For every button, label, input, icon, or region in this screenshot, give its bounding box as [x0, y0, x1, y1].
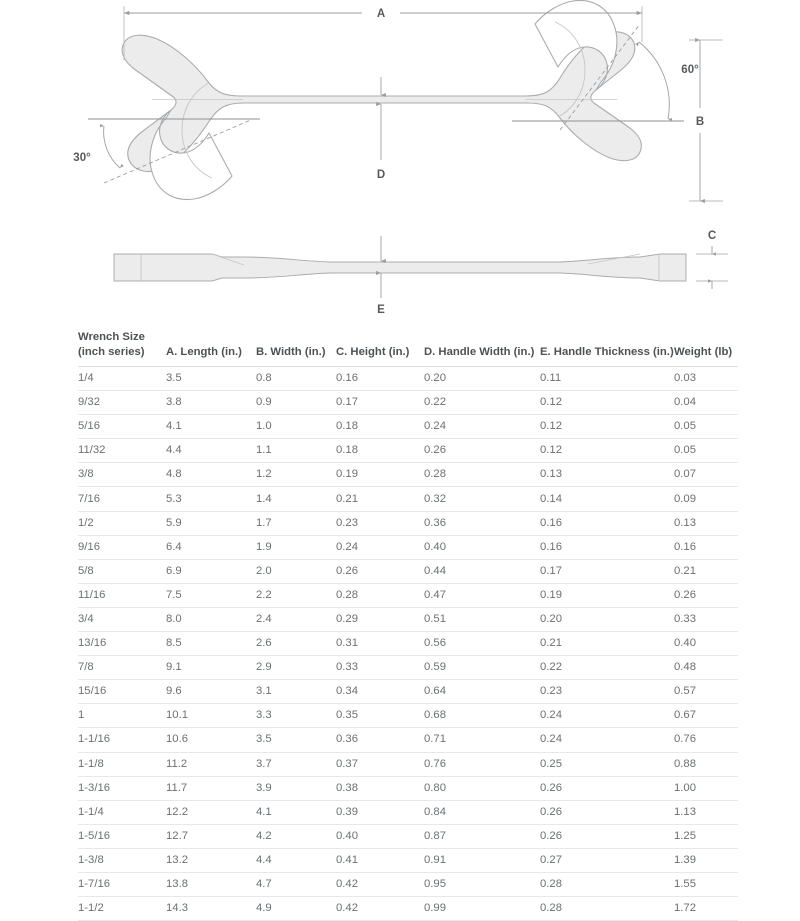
dim-c-label: C: [707, 230, 717, 242]
cell-height: 0.16: [336, 367, 424, 391]
cell-width: 2.0: [256, 559, 336, 583]
column-header-handle-thickness: E. Handle Thickness (in.): [540, 330, 674, 367]
table-row: [78, 680, 738, 704]
cell-height: 0.31: [336, 632, 424, 656]
cell-width: 3.9: [256, 776, 336, 800]
cell-weight: 1.39: [674, 848, 738, 872]
cell-height: 0.42: [336, 872, 424, 896]
cell-length: 13.8: [166, 872, 256, 896]
cell-length: 3.5: [166, 367, 256, 391]
table-row: [78, 415, 738, 439]
cell-width: 1.0: [256, 415, 336, 439]
cell-height: 0.36: [336, 728, 424, 752]
cell-height: 0.41: [336, 848, 424, 872]
cell-height: 0.23: [336, 511, 424, 535]
cell-size: 7/8: [78, 656, 166, 680]
cell-height: 0.18: [336, 415, 424, 439]
cell-handle-thickness: 0.23: [540, 680, 674, 704]
cell-handle-thickness: 0.27: [540, 848, 674, 872]
cell-width: 1.7: [256, 511, 336, 535]
cell-handle-thickness: 0.28: [540, 872, 674, 896]
cell-length: 5.3: [166, 487, 256, 511]
cell-weight: 0.26: [674, 583, 738, 607]
cell-size: 13/16: [78, 632, 166, 656]
column-header-height: C. Height (in.): [336, 330, 424, 367]
cell-length: 9.6: [166, 680, 256, 704]
cell-handle-thickness: 0.28: [540, 897, 674, 921]
cell-height: 0.38: [336, 776, 424, 800]
cell-weight: 0.21: [674, 559, 738, 583]
cell-length: 3.8: [166, 391, 256, 415]
cell-handle-thickness: 0.16: [540, 511, 674, 535]
cell-width: 4.7: [256, 872, 336, 896]
angle-30-label: 30°: [73, 152, 91, 164]
cell-weight: 0.16: [674, 535, 738, 559]
column-header-wrench-size: [78, 330, 166, 367]
table-row: [78, 776, 738, 800]
table-row: [78, 824, 738, 848]
table-row: [78, 463, 738, 487]
cell-width: 2.2: [256, 583, 336, 607]
cell-height: 0.40: [336, 824, 424, 848]
cell-handle-thickness: 0.26: [540, 800, 674, 824]
cell-weight: 1.55: [674, 872, 738, 896]
cell-handle-thickness: 0.21: [540, 632, 674, 656]
cell-size: 1/4: [78, 367, 166, 391]
table-row: [78, 487, 738, 511]
wrench-specifications-table-container: [78, 330, 738, 921]
cell-weight: 1.00: [674, 776, 738, 800]
cell-height: 0.21: [336, 487, 424, 511]
cell-size: 1-1/4: [78, 800, 166, 824]
cell-length: 6.9: [166, 559, 256, 583]
dimension-c: [696, 230, 728, 289]
column-header-wrench-size-line2: (inch series): [78, 345, 145, 358]
cell-size: 1-5/16: [78, 824, 166, 848]
dim-e-label: E: [377, 304, 385, 316]
table-row: [78, 367, 738, 391]
table-row: [78, 704, 738, 728]
table-header-row: [78, 330, 738, 367]
cell-height: 0.39: [336, 800, 424, 824]
cell-length: 4.1: [166, 415, 256, 439]
cell-height: 0.19: [336, 463, 424, 487]
cell-size: 1: [78, 704, 166, 728]
cell-handle-width: 0.32: [424, 487, 540, 511]
table-row: [78, 439, 738, 463]
cell-handle-thickness: 0.19: [540, 583, 674, 607]
cell-length: 10.1: [166, 704, 256, 728]
cell-handle-width: 0.64: [424, 680, 540, 704]
cell-height: 0.29: [336, 607, 424, 631]
angle-60-arc: [639, 42, 669, 119]
cell-width: 1.1: [256, 439, 336, 463]
cell-width: 3.7: [256, 752, 336, 776]
dim-b-label: B: [695, 116, 705, 128]
table-row: [78, 800, 738, 824]
cell-handle-width: 0.84: [424, 800, 540, 824]
dim-a-label: A: [376, 8, 386, 20]
cell-length: 6.4: [166, 535, 256, 559]
cell-handle-width: 0.95: [424, 872, 540, 896]
cell-height: 0.35: [336, 704, 424, 728]
cell-width: 1.4: [256, 487, 336, 511]
cell-height: 0.24: [336, 535, 424, 559]
cell-handle-thickness: 0.16: [540, 535, 674, 559]
cell-width: 1.2: [256, 463, 336, 487]
cell-weight: 0.09: [674, 487, 738, 511]
cell-width: 3.5: [256, 728, 336, 752]
cell-size: 1-3/8: [78, 848, 166, 872]
cell-handle-width: 0.71: [424, 728, 540, 752]
cell-weight: 0.13: [674, 511, 738, 535]
cell-handle-thickness: 0.12: [540, 391, 674, 415]
cell-width: 4.4: [256, 848, 336, 872]
cell-height: 0.28: [336, 583, 424, 607]
cell-handle-width: 0.91: [424, 848, 540, 872]
table-row: [78, 872, 738, 896]
cell-weight: 1.13: [674, 800, 738, 824]
cell-length: 14.3: [166, 897, 256, 921]
cell-width: 1.9: [256, 535, 336, 559]
cell-height: 0.26: [336, 559, 424, 583]
cell-handle-width: 0.26: [424, 439, 540, 463]
wrench-specifications-table: [78, 330, 738, 921]
column-header-weight: Weight (lb): [674, 330, 738, 367]
table-row: [78, 511, 738, 535]
table-row: [78, 656, 738, 680]
cell-size: 1-3/16: [78, 776, 166, 800]
angle-60-label: 60°: [681, 64, 699, 76]
table-row: [78, 583, 738, 607]
cell-length: 4.4: [166, 439, 256, 463]
cell-length: 12.7: [166, 824, 256, 848]
cell-handle-width: 0.76: [424, 752, 540, 776]
cell-weight: 0.05: [674, 439, 738, 463]
cell-size: 1-1/2: [78, 897, 166, 921]
table-row: [78, 848, 738, 872]
cell-width: 4.9: [256, 897, 336, 921]
cell-width: 0.8: [256, 367, 336, 391]
table-body: [78, 367, 738, 921]
cell-handle-width: 0.87: [424, 824, 540, 848]
table-row: [78, 607, 738, 631]
cell-length: 7.5: [166, 583, 256, 607]
cell-size: 1-1/8: [78, 752, 166, 776]
cell-length: 13.2: [166, 848, 256, 872]
cell-length: 4.8: [166, 463, 256, 487]
cell-size: 1/2: [78, 511, 166, 535]
cell-handle-width: 0.51: [424, 607, 540, 631]
cell-handle-thickness: 0.26: [540, 776, 674, 800]
cell-size: 11/16: [78, 583, 166, 607]
cell-weight: 0.57: [674, 680, 738, 704]
cell-length: 11.2: [166, 752, 256, 776]
cell-handle-width: 0.24: [424, 415, 540, 439]
cell-height: 0.18: [336, 439, 424, 463]
side-view-outline: [114, 254, 686, 281]
cell-weight: 1.25: [674, 824, 738, 848]
cell-size: 1-7/16: [78, 872, 166, 896]
cell-length: 10.6: [166, 728, 256, 752]
cell-length: 12.2: [166, 800, 256, 824]
cell-weight: 0.33: [674, 607, 738, 631]
table-row: [78, 535, 738, 559]
cell-handle-width: 0.22: [424, 391, 540, 415]
cell-handle-thickness: 0.24: [540, 728, 674, 752]
cell-handle-thickness: 0.13: [540, 463, 674, 487]
cell-length: 9.1: [166, 656, 256, 680]
cell-size: 5/8: [78, 559, 166, 583]
cell-handle-width: 0.40: [424, 535, 540, 559]
cell-weight: 0.04: [674, 391, 738, 415]
table-head: [78, 330, 738, 367]
cell-width: 4.2: [256, 824, 336, 848]
cell-weight: 0.88: [674, 752, 738, 776]
cell-handle-width: 0.56: [424, 632, 540, 656]
column-header-wrench-size-line1: Wrench Size: [78, 331, 145, 343]
cell-handle-thickness: 0.22: [540, 656, 674, 680]
cell-width: 2.9: [256, 656, 336, 680]
cell-weight: 1.72: [674, 897, 738, 921]
cell-height: 0.34: [336, 680, 424, 704]
cell-handle-thickness: 0.11: [540, 367, 674, 391]
cell-size: 15/16: [78, 680, 166, 704]
cell-weight: 0.03: [674, 367, 738, 391]
cell-size: 3/8: [78, 463, 166, 487]
cell-handle-thickness: 0.12: [540, 415, 674, 439]
table-row: [78, 752, 738, 776]
dim-d-label: D: [376, 169, 386, 181]
wrench-side-view: [114, 254, 686, 281]
table-row: [78, 897, 738, 921]
cell-size: 9/32: [78, 391, 166, 415]
cell-width: 2.6: [256, 632, 336, 656]
cell-height: 0.37: [336, 752, 424, 776]
cell-length: 5.9: [166, 511, 256, 535]
cell-handle-thickness: 0.20: [540, 607, 674, 631]
cell-handle-width: 0.59: [424, 656, 540, 680]
table-row: [78, 728, 738, 752]
cell-handle-width: 0.36: [424, 511, 540, 535]
column-header-handle-width: D. Handle Width (in.): [424, 330, 540, 367]
cell-handle-thickness: 0.24: [540, 704, 674, 728]
cell-handle-width: 0.80: [424, 776, 540, 800]
cell-height: 0.17: [336, 391, 424, 415]
cell-length: 8.5: [166, 632, 256, 656]
cell-handle-thickness: 0.12: [540, 439, 674, 463]
cell-handle-thickness: 0.17: [540, 559, 674, 583]
cell-size: 7/16: [78, 487, 166, 511]
cell-handle-thickness: 0.25: [540, 752, 674, 776]
cell-handle-width: 0.20: [424, 367, 540, 391]
cell-handle-width: 0.99: [424, 897, 540, 921]
cell-size: 3/4: [78, 607, 166, 631]
cell-size: 9/16: [78, 535, 166, 559]
table-row: [78, 632, 738, 656]
cell-weight: 0.67: [674, 704, 738, 728]
dimension-e: [377, 236, 385, 316]
column-header-width: B. Width (in.): [256, 330, 336, 367]
cell-length: 11.7: [166, 776, 256, 800]
column-header-length: A. Length (in.): [166, 330, 256, 367]
cell-size: 1-1/16: [78, 728, 166, 752]
cell-width: 3.3: [256, 704, 336, 728]
cell-height: 0.42: [336, 897, 424, 921]
cell-width: 0.9: [256, 391, 336, 415]
cell-width: 4.1: [256, 800, 336, 824]
cell-weight: 0.48: [674, 656, 738, 680]
cell-handle-width: 0.47: [424, 583, 540, 607]
cell-handle-thickness: 0.26: [540, 824, 674, 848]
wrench-dimension-diagram: [0, 0, 800, 320]
dimension-d: [377, 77, 385, 181]
cell-handle-thickness: 0.14: [540, 487, 674, 511]
cell-weight: 0.76: [674, 728, 738, 752]
angle-30-arc: [104, 126, 120, 168]
table-row: [78, 559, 738, 583]
cell-weight: 0.07: [674, 463, 738, 487]
cell-size: 11/32: [78, 439, 166, 463]
cell-width: 2.4: [256, 607, 336, 631]
cell-height: 0.33: [336, 656, 424, 680]
cell-weight: 0.40: [674, 632, 738, 656]
cell-handle-width: 0.68: [424, 704, 540, 728]
cell-width: 3.1: [256, 680, 336, 704]
cell-handle-width: 0.28: [424, 463, 540, 487]
cell-handle-width: 0.44: [424, 559, 540, 583]
cell-size: 5/16: [78, 415, 166, 439]
cell-weight: 0.05: [674, 415, 738, 439]
cell-length: 8.0: [166, 607, 256, 631]
table-row: [78, 391, 738, 415]
